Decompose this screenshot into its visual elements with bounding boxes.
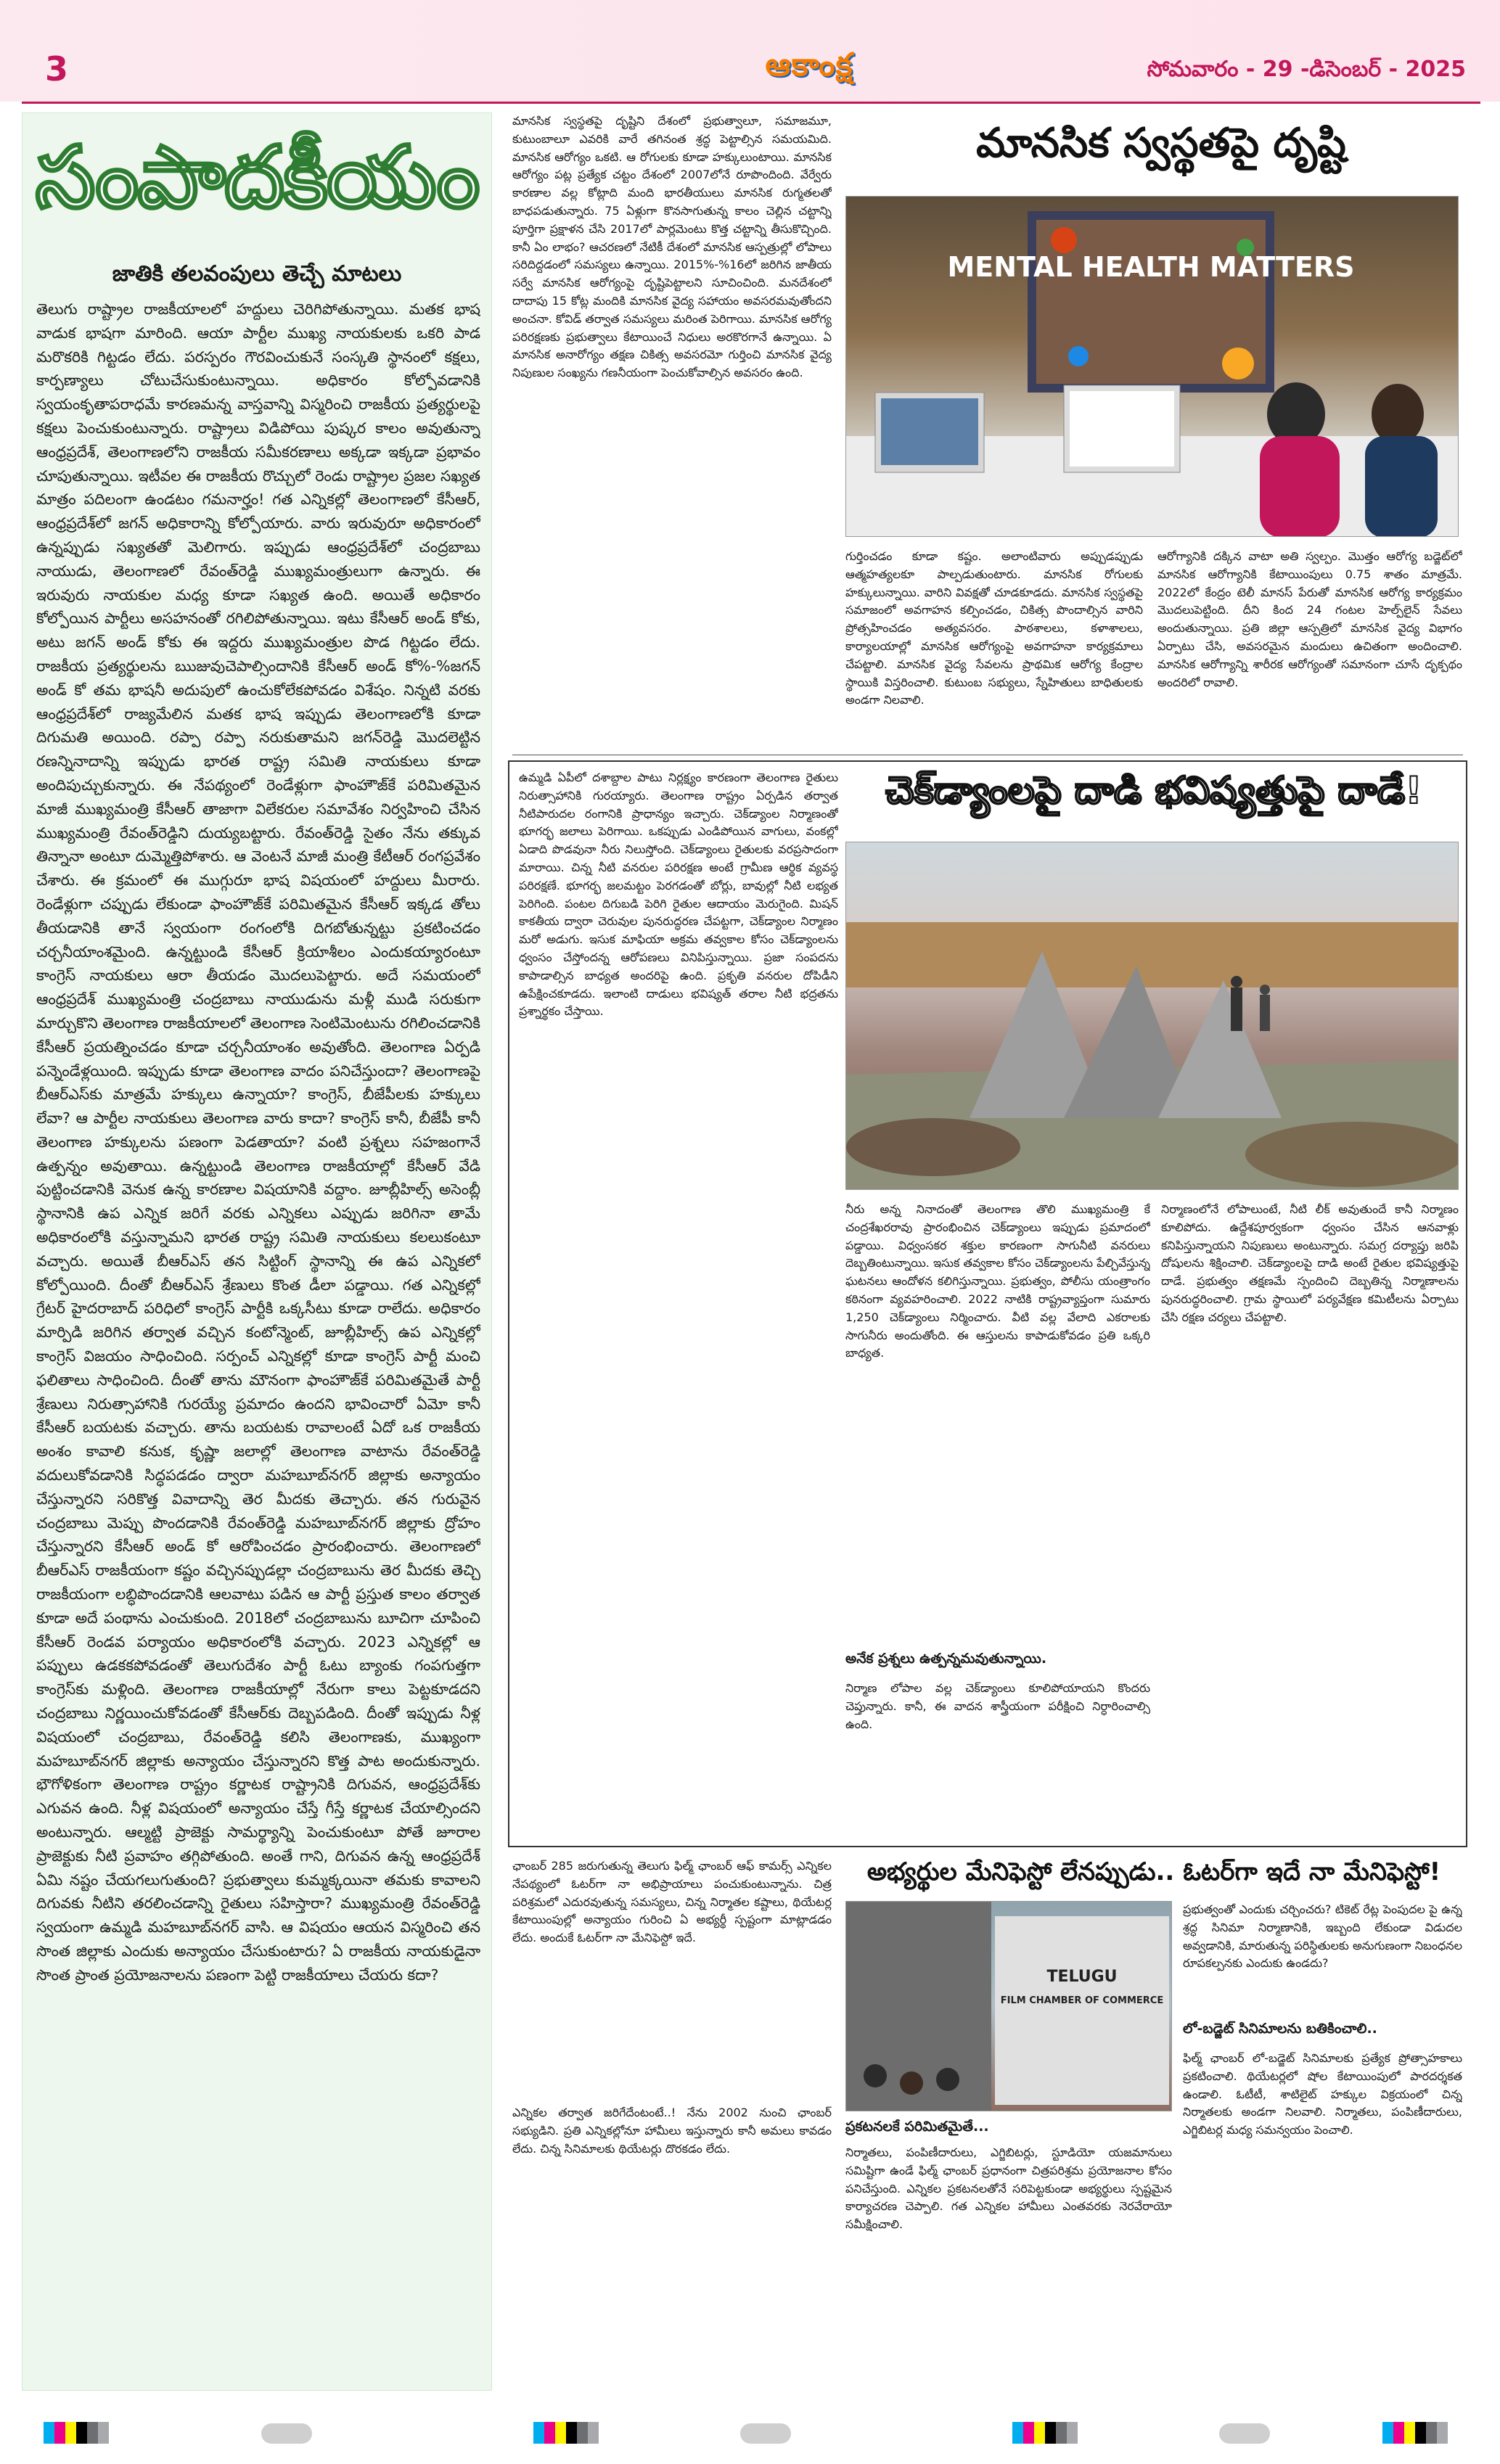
checkdam-col-2-tail: నిర్మాణ లోపాల వల్ల చెక్‌డ్యాంలు కూలిపోయాయని కొందరు చెప్తున్నారు. కానీ, ఈ వాదన శాస్త్రీయంగా పరీక్షించి నిర్ధారించాల్సి ఉంది. <box>845 1681 1150 1731</box>
checkdam-emphasis: అనేక ప్రశ్నలు ఉత్పన్నమవుతున్నాయి. <box>845 1651 1047 1667</box>
register-mark-3 <box>1219 2423 1270 2444</box>
film-chamber-sign-1: TELUGU <box>1046 1968 1118 1986</box>
header-rule <box>22 102 1480 104</box>
mental-health-illustration <box>846 197 1459 537</box>
mental-col-2: గుర్తించడం కూడా కష్టం. అలాంటివారు అప్పుడప్పుడు ఆత్మహత్యలకూ పాల్పడుతుంటారు. మానసిక రోగులకు హక్కులున్నాయి. వారిని వివక్షతో చూడకూడదు. మానసిక స్వస్థతపై సమాజంలో అవగాహన కల్పించడం, చికిత్స పొందాల్సిన వారిని ప్రోత్సహించడం అత్యవసరం. పాఠశాలలు, కళాశాలలు, కార్యాలయాల్లో మానసిక ఆరోగ్యంపై అవగాహనా కార్యక్రమాలు చేపట్టాలి. మానసిక వైద్య సేవలను ప్రాథమిక ఆరోగ్య కేంద్రాల స్థాయికి విస్తరించాలి. కుటుంబ సభ్యులు, స్నేహితులు బాధితులకు అండగా నిలవాలి. <box>845 549 1143 707</box>
masthead: ఆకాంక్ష <box>765 46 853 83</box>
manifesto-caption: ప్రకటనలకే పరిమితమైతే... <box>845 2119 989 2135</box>
manifesto-col-1: నిర్మాతలు, పంపిణీదారులు, ఎగ్జిబిటర్లు, స్టూడియో యజమానులు సమిష్టిగా ఉండే ఫిల్మ్ ఛాంబర్ ప్రధానంగా చిత్రపరిశ్రమ ప్రయోజనాల కోసం పనిచేస్తుంది. ఎన్నికల ప్రకటనలతోనే సరిపెట్టకుండా అభ్యర్థులు స్పష్టమైన కార్యాచరణ చెప్పాలి. గత ఎన్నికల హామీలు ఎంతవరకు నెరవేరాయో సమీక్షించాలి. <box>845 2145 1172 2232</box>
manifesto-headline: అభ్యర్థుల మేనిఫెస్టో లేనప్పుడు.. ఓటర్‌గా ఇదే నా మేనిఫెస్టో! <box>866 1857 1441 1886</box>
color-bar-3 <box>1012 2422 1078 2447</box>
checkdam-col-1: ఉమ్మడి ఏపీలో దశాబ్దాల పాటు నిర్లక్ష్యం కారణంగా తెలంగాణ రైతులు నిరుత్సాహానికి గురయ్యారు. తెలంగాణ రాష్ట్రం ఏర్పడిన తర్వాత నీటిపారుదల రంగానికి ప్రాధాన్యం ఇచ్చారు. చెక్‌డ్యాంల నిర్మాణంతో భూగర్భ జలాలు పెరిగాయి. ఒకప్పుడు ఎండిపోయిన వాగులు, వంకల్లో ఏడాది పొడవునా నీరు నిలుస్తోంది. చెక్‌డ్యాంలు రైతులకు వరప్రసాదంగా మారాయి. చిన్న నీటి వనరుల పరిరక్షణ అంటే గ్రామీణ ఆర్థిక వ్యవస్థ పరిరక్షణే. భూగర్భ జలమట్టం పెరగడంతో బోర్లు, బావుల్లో నీటి లభ్యత పెరిగింది. పంటల దిగుబడి పెరిగి రైతుల ఆదాయం మెరుగైంది. మిషన్ కాకతీయ ద్వారా చెరువుల పునరుద్ధరణ చేపట్టగా, చెక్‌డ్యాంల నిర్మాణం మరో అడుగు. ఇసుక మాఫియా అక్రమ తవ్వకాల కోసం చెక్‌డ్యాంలను ధ్వంసం చేస్తోందన్న ఆరోపణలు వినిపిస్తున్నాయి. ప్రజా సంపదను కాపాడాల్సిన బాధ్యత అందరిపై ఉంది. ప్రకృతి వనరుల దోపిడీని ఉపేక్షించకూడదు. ఇలాంటి దాడులు భవిష్యత్ తరాల నీటి భద్రతను ప్రశ్నార్థకం చేస్తాయి. <box>519 771 838 1019</box>
mental-col-1: మానసిక స్వస్థతపై దృష్టిని దేశంలో ప్రభుత్వాలూ, సమాజమూ, కుటుంబాలూ ఎవరికి వారే తగినంత శ్రద్ధ పెట్టాల్సిన సమయమిది. మానసిక ఆరోగ్యం ఒకటి. ఆ రోగులకు కూడా హక్కులుంటాయి. మానసిక ఆరోగ్యం పట్ల ప్రత్యేక చట్టం దేశంలో 2007లోనే రూపొందింది. వేర్వేరు కారణాల వల్ల కోట్లాది మంది భారతీయులు మానసిక రుగ్మతలతో బాధపడుతున్నారు. 75 ఏళ్లుగా కొనసాగుతున్న కాలం చెల్లిన చట్టాన్ని పూర్తిగా ప్రక్షాళన చేసి 2017లో పార్లమెంటు కొత్త చట్టాన్ని తీసుకొచ్చింది. కానీ ఏం లాభం? ఆచరణలో నేటికీ దేశంలో మానసిక ఆస్పత్రుల్లో లోపాలు సరిదిద్దడంలో సమస్యలు ఉన్నాయి. 2015%-%16లో జరిగిన జాతీయ సర్వే మానసిక ఆరోగ్యంపై దృష్టిపెట్టాలని సూచించింది. మనదేశంలో దాదాపు 15 కోట్ల మందికి మానసిక వైద్య సహాయం అవసరమవుతోందని అంచనా. కోవిడ్ తర్వాత సమస్యలు మరింత పెరిగాయి. మానసిక ఆరోగ్య పరిరక్షణకు ప్రభుత్వాలు కేటాయించే నిధులు అరకొరగానే ఉన్నాయి. ఏ మానసిక అనారోగ్యం తక్షణ చికిత్స అవసరమో గుర్తించి మానసిక వైద్య నిపుణుల సంఖ్యను గణనీయంగా పెంచుకోవాల్సిన అవసరం ఉంది. <box>512 114 832 380</box>
color-bar-2 <box>533 2422 599 2447</box>
editorial-body: తెలుగు రాష్ట్రాల రాజకీయాలలో హద్దులు చెరిగిపోతున్నాయి. మతక భాష వాడుక భాషగా మారింది. ఆయా పార్టీల ముఖ్య నాయకులకు ఒకరి పాడ మరొకరికి గిట్టడం లేదు. పరస్పరం గౌరవించుకునే సంస్కతి స్థానంలో కక్షలు, కార్పణ్యాలు చోటుచేసుకుంటున్నాయి. అధికారం కోల్పోవడానికి స్వయంకృతాపరాధమే కారణమన్న వాస్తవాన్ని విస్మరించి రాజకీయ ప్రత్యర్థులపై కక్షలు పెంచుకుంటున్నారు. రాష్ట్రాలు విడిపోయి పుష్కర కాలం అవుతున్నా ఆంధ్రప్రదేశ్, తెలంగాణలోని రాజకీయ సమీకరణాలు అక్కడా ఇక్కడా ప్రభావం చూపుతున్నాయి. ఇటీవల ఈ రాజకీయ రొచ్చులో రెండు రాష్ట్రాల ప్రజల సఖ్యత మాత్రం పదిలంగా ఉండటం గమనార్హం! గత ఎన్నికల్లో తెలంగాణలో కేసీఆర్, ఆంధ్రప్రదేశ్‌లో జగన్ అధికారాన్ని కోల్పోయారు. వారు ఇరువురూ అధికారంలో ఉన్నప్పుడు సఖ్యతతో మెలిగారు. ఇప్పుడు ఆంధ్రప్రదేశ్‌లో చంద్రబాబు నాయుడు, తెలంగాణలో రేవంత్‌రెడ్డి ముఖ్యమంత్రులుగా ఉన్నారు. ఈ ఇరువురు నాయకుల మధ్య కూడా సఖ్యత ఉంది. అయితే అధికారం కోల్పోయిన పార్టీలు అసహనంతో రగిలిపోతున్నాయి. ఇటు కేసీఆర్ అండ్ కోకు, అటు జగన్ అండ్ కోకు ఈ ఇద్దరు ముఖ్యమంత్రుల పొడ గిట్టడం లేదు. రాజకీయ ప్రత్యర్థులను ఋజువుచెపాల్సిందానికి కేసీఆర్ అండ్ కో%-%జగన్ అండ్ కో తమ భాషనీ అదుపులో ఉంచుకోలేకపోవడం విశేషం. నిన్నటి వరకు ఆంధ్రప్రదేశ్‌లో రాజ్యమేలిన మతక భాష ఇప్పుడు తెలంగాణలోకి కూడా దిగుమతి అయింది. రప్పా రప్పా నరుకుతామని జగన్‌రెడ్డి మొదలెట్టిన రణన్నినాదాన్ని ఇప్పుడు భారత రాష్ట్ర సమితి నాయకులు కూడా అందిపుచ్చుకున్నారు. ఈ నేపథ్యంలో రెండేళ్లుగా ఫాంహౌజ్‌కే పరిమితమైన మాజీ ముఖ్యమంత్రి కేసీఆర్ తాజాగా విలేకరుల సమావేశం నిర్వహించి చేసిన ముఖ్యమంత్రి రేవంత్‌రెడ్డిని దుయ్యబట్టారు. రేవంత్‌రెడ్డి సైతం నేను తక్కువ తిన్నానా అంటూ దుమ్మెత్తిపోశారు. ఆ వెంటనే మాజీ మంత్రి కేటీఆర్ రంగప్రవేశం చేశారు. ఈ క్రమంలో ఈ ముగ్గురూ భాష విషయంలో హద్దులు మీరారు. రెండేళ్లుగా చప్పుడు లేకుండా ఫాంహౌజ్‌కే పరిమితమైన కేసీఆర్ ఇక్కడ తోలు తీయడానికి తానే స్వయంగా రంగంలోకి దిగబోతున్నట్టు ప్రకటించడం చర్చనీయాంశమైంది. ఉన్నట్టుండి కేసీఆర్ క్రియాశీలం ఎందుకయ్యారంటూ కాంగ్రెస్ నాయకులు ఆరా తీయడం మొదలుపెట్టారు. అదే సమయంలో ఆంధ్రప్రదేశ్ ముఖ్యమంత్రి చంద్రబాబు నాయుడును మళ్లీ ముడి సరుకుగా మార్చుకొని తెలంగాణ రాజకీయాలలో తెలంగాణ సెంటిమెంటును రగిలించడానికి కేసీఆర్ ప్రయత్నించడం కూడా చర్చనీయాంశం అవుతోంది. తెలంగాణ ఏర్పడి పన్నెండేళ్లయింది. ఇప్పుడు కూడా తెలంగాణ వాదం పనిచేస్తుందా? తెలంగాణపై బీఆర్ఎస్‌కు మాత్రమే హక్కులు ఉన్నాయా? కాంగ్రెస్, బీజేపీలకు హక్కులు లేవా? ఆ పార్టీల నాయకులు తెలంగాణ వారు కాదా? కాంగ్రెస్ కానీ, బీజేపీ కానీ తెలంగాణ హక్కులను పణంగా పెడతాయా? వంటి ప్రశ్నలు సహజంగానే ఉత్పన్నం అవుతాయి. ఉన్నట్టుండి తెలంగాణ రాజకీయాల్లో కేసీఆర్ వేడి పుట్టించడానికి వెనుక ఉన్న కారణాల విషయానికి వద్దాం. జూబ్లీహిల్స్ అసెంబ్లీ స్థానానికి ఉప ఎన్నిక జరిగే వరకు ఎన్నికలు ఎప్పుడు జరిగినా తామే అధికారంలోకి వస్తున్నామని భారత రాష్ట్ర సమితి నాయకులు కలలుకంటూ వచ్చారు. అయితే బీఆర్ఎస్ తన సిట్టింగ్ స్థానాన్ని ఈ ఉప ఎన్నికలో కోల్పోయింది. దీంతో బీఆర్ఎస్ శ్రేణులు కొంత డీలా పడ్డాయి. గత ఎన్నికల్లో గ్రేటర్ హైదరాబాద్ పరిధిలో కాంగ్రెస్ పార్టీకి ఒక్కసీటు కూడా రాలేదు. అధికారం మార్పిడి జరిగిన తర్వాత వచ్చిన కంటోన్మెంట్, జూబ్లీహిల్స్ ఉప ఎన్నికల్లో కాంగ్రెస్ విజయం సాధించింది. సర్పంచ్ ఎన్నికల్లో కూడా కాంగ్రెస్ పార్టీ మంచి ఫలితాలు సాధించింది. దీంతో తాను మౌనంగా ఫాంహౌజ్‌కే పరిమితమైతే పార్టీ శ్రేణులు నిరుత్సాహానికి గురయ్యే ప్రమాదం ఉందని భావించారో ఏమో కానీ కేసీఆర్ బయటకు వచ్చారు. తాను బయటకు రావాలంటే ఏదో ఒక రాజకీయ అంశం కావాలి కనుక, కృష్ణా జలాల్లో తెలంగాణ వాటాను రేవంత్‌రెడ్డి వదులుకోవడానికి సిద్ధపడడం ద్వారా మహబూబ్‌నగర్ జిల్లాకు అన్యాయం చేస్తున్నారని సరికొత్త వివాదాన్ని తెర మీదకు తెచ్చారు. తన గురువైన చంద్రబాబు మెప్పు పొందడానికి రేవంత్‌రెడ్డి మహబూబ్‌నగర్ జిల్లాకు ద్రోహం చేస్తున్నారని కేసీఆర్ అండ్ కో ఆరోపించడం ప్రారంభించారు. తెలంగాణలో బీఆర్ఎస్ రాజకీయంగా కష్టం వచ్చినప్పుడల్లా చంద్రబాబును తెర మీదకు తెచ్చి రాజకీయంగా లబ్ధిపొందడానికి ఆలవాటు పడిన ఆ పార్టీ ప్రస్తుత కాలం తర్వాత కూడా అదే పంథాను ఎంచుకుంది. 2018లో చంద్రబాబును బూచిగా చూపించి కేసీఆర్ రెండవ పర్యాయం అధికారంలోకి వచ్చారు. 2023 ఎన్నికల్లో ఆ పప్పులు ఉడకకపోవడంతో తెలుగుదేశం పార్టీ ఓటు బ్యాంకు గంపగుత్తగా కాంగ్రెస్‌కు మళ్లింది. తెలంగాణ రాజకీయాల్లో నేరుగా కాలు పెట్టకూడదని చంద్రబాబు నిర్ణయించుకోవడంతో కేసీఆర్‌కు దెబ్బపడింది. దీంతో ఇప్పుడు నీళ్ల విషయంలో చంద్రబాబు, రేవంత్‌రెడ్డి కలిసి తెలంగాణకు, ముఖ్యంగా మహబూబ్‌నగర్ జిల్లాకు అన్యాయం చేస్తున్నారని కొత్త పాట అందుకున్నారు. భౌగోళికంగా తెలంగాణ రాష్ట్రం కర్ణాటక రాష్ట్రానికి దిగువన, ఆంధ్రప్రదేశ్‌కు ఎగువన ఉంది. నీళ్ల విషయంలో అన్యాయం చేస్తే గీస్తే కర్ణాటక చేయాల్సిందని అంటున్నారు. ఆల్మట్టి ప్రాజెక్టు సామర్థ్యాన్ని పెంచుకుంటూ పోతే జూరాల ప్రాజెక్టుకు నీటి ప్రవాహం తగ్గిపోతుంది. అంతే గాని, దిగువన ఉన్న ఆంధ్రప్రదేశ్ ఏమి నష్టం చేయగలుగుతుంది? ప్రభుత్వాలు కుమ్మక్కయినా తమకు కావాలని దిగువకు నీటిని తరలించడాన్ని రైతులు సహిస్తారా? ముఖ్యమంత్రి రేవంత్‌రెడ్డి స్వయంగా ఉమ్మడి మహబూబ్‌నగర్ వాసి. ఆ విషయం ఆయన విస్మరించి తన సొంత జిల్లాకు ఎందుకు అన్యాయం చేసుకుంటారు? ఏ రాజకీయ నాయకుడైనా సొంత ప్రాంత ప్రయోజనాలను పణంగా పెట్టి రాజకీయాలు చేయరు కదా? <box>36 300 480 1984</box>
manifesto-col-3: ప్రభుత్వంతో ఎందుకు చర్చించరు? టికెట్ రేట్ల పెంపుదల పై ఉన్న శ్రద్ధ సినిమా నిర్మాణానికి, ఇబ్బంది లేకుండా విడుదల అవ్వడానికి, మారుతున్న పరిస్థితులకు అనుగుణంగా నిబంధనల రూపకల్పనకు ఎందుకు ఉండదు? <box>1183 1902 1462 1971</box>
manifesto-subhead: లో-బడ్జెట్ సినిమాలను బతికించాలి.. <box>1183 2021 1377 2037</box>
date-line: సోమవారం - 29 -డిసెంబర్ - 2025 <box>1147 57 1466 82</box>
mental-health-sign: MENTAL HEALTH MATTERS <box>947 251 1355 283</box>
checkdam-col-3: నిర్మాణంలోనే లోపాలుంటే, నీటి లీక్ అవుతుందే కానీ నిర్మాణం కూలిపోదు. ఉద్దేశపూర్వకంగా ధ్వంసం చేసిన ఆనవాళ్లు కనిపిస్తున్నాయని నిపుణులు అంటున్నారు. సమగ్ర దర్యాప్తు జరిపి దోషులను శిక్షించాలి. చెక్‌డ్యాంలపై దాడి అంటే రైతుల భవిష్యత్తుపై దాడే. ప్రభుత్వం తక్షణమే స్పందించి దెబ్బతిన్న నిర్మాణాలను పునరుద్ధరించాలి. గ్రామ స్థాయిలో పర్యవేక్షణ కమిటీలను ఏర్పాటు చేసి రక్షణ చర్యలు చేపట్టాలి. <box>1161 1202 1459 1324</box>
film-chamber-illustration <box>846 1902 1172 2111</box>
checkdam-col-2: నీరు అన్న నినాదంతో తెలంగాణ తొలి ముఖ్యమంత్రి కే చంద్రశేఖరరావు ప్రారంభించిన చెక్‌డ్యాంలు ఇప్పుడు ప్రమాదంలో పడ్డాయి. విధ్వంసకర శక్తుల కారణంగా సాగునీటి వనరులు దెబ్బతింటున్నాయి. ఇసుక తవ్వకాల కోసం చెక్‌డ్యాంలను పేల్చివేస్తున్న ఘటనలు ఆందోళన కలిగిస్తున్నాయి. ప్రభుత్వం, పోలీసు యంత్రాంగం కఠినంగా వ్యవహరించాలి. 2022 నాటికి రాష్ట్రవ్యాప్తంగా సుమారు 1,250 చెక్‌డ్యాంలు నిర్మించారు. వీటి వల్ల వేలాది ఎకరాలకు సాగునీరు అందుతోంది. ఈ ఆస్తులను కాపాడుకోవడం ప్రతి ఒక్కరి బాధ్యత. <box>845 1202 1150 1360</box>
mental-health-photo <box>845 196 1459 537</box>
manifesto-col-3-tail: ఫిల్మ్ ఛాంబర్ లో-బడ్జెట్ సినిమాలకు ప్రత్యేక ప్రోత్సాహకాలు ప్రకటించాలి. థియేటర్లలో షోల కేటాయింపులో పారదర్శకత ఉండాలి. ఓటీటీ, శాటిలైట్ హక్కుల విక్రయంలో చిన్న నిర్మాతలకు అండగా నిలవాలి. నిర్మాతలు, పంపిణీదారులు, ఎగ్జిబిటర్ల మధ్య సమన్వయం పెంచాలి. <box>1183 2051 1462 2137</box>
checkdam-headline: చెక్‌డ్యాంలపై దాడి భవిష్యత్తుపై దాడే! <box>885 769 1422 813</box>
checkdam-illustration <box>846 842 1459 1190</box>
color-bar-4 <box>1382 2422 1448 2447</box>
manifesto-col-2: ఛాంబర్ 285 జరుగుతున్న తెలుగు ఫిల్మ్ ఛాంబర్ ఆఫ్ కామర్స్ ఎన్నికల నేపథ్యంలో ఓటర్‌గా నా అభిప్రాయాలు పంచుకుంటున్నాను. చిత్ర పరిశ్రమలో ఎదురవుతున్న సమస్యలు, చిన్న నిర్మాతల కష్టాలు, థియేటర్ల కేటాయింపుల్లో అన్యాయం గురించి ఏ అభ్యర్థీ స్పష్టంగా మాట్లాడడం లేదు. అందుకే ఓటర్‌గా నా మేనిఫెస్టో ఇదే. <box>512 1859 832 1945</box>
mental-col-3: ఆరోగ్యానికి దక్కిన వాటా అతి స్వల్పం. మొత్తం ఆరోగ్య బడ్జెట్‌లో మానసిక ఆరోగ్యానికి కేటాయింపులు 0.75 శాతం మాత్రమే. 2022లో కేంద్రం టెలీ మానస్ పేరుతో మానసిక ఆరోగ్య కార్యక్రమం మొదలుపెట్టింది. దీని కింద 24 గంటల హెల్ప్‌లైన్ సేవలు అందుతున్నాయి. ప్రతి జిల్లా ఆస్పత్రిలో మానసిక వైద్య విభాగం ఏర్పాటు చేసి, అవసరమైన మందులు ఉచితంగా అందించాలి. మానసిక ఆరోగ్యాన్ని శారీరక ఆరోగ్యంతో సమానంగా చూసే దృక్పథం అందరిలో రావాలి. <box>1157 549 1462 689</box>
checkdam-photo <box>845 842 1459 1190</box>
page-number: 3 <box>45 49 69 89</box>
register-mark-2 <box>740 2423 791 2444</box>
film-chamber-photo <box>845 1901 1172 2111</box>
manifesto-col-1-tail: ఎన్నికల తర్వాత జరిగేదేంటంటే..! నేను 2002 నుంచి ఛాంబర్ సభ్యుడిని. ప్రతి ఎన్నికల్లోనూ హామీలు ఇస్తున్నారు కానీ అమలు కావడం లేదు. చిన్న సినిమాలకు థియేటర్లు దొరకడం లేదు. <box>512 2106 832 2156</box>
color-bar-1 <box>44 2422 109 2447</box>
mental-headline: మానసిక స్వస్థతపై దృష్టి <box>976 120 1346 167</box>
editorial-headline: జాతికి తలవంపులు తెచ్చే మాటలు <box>112 261 402 287</box>
register-mark-1 <box>261 2423 312 2444</box>
film-chamber-sign-2: FILM CHAMBER OF COMMERCE <box>1000 1995 1164 2006</box>
editorial-section-title: సంపాదకీయం <box>35 127 479 227</box>
